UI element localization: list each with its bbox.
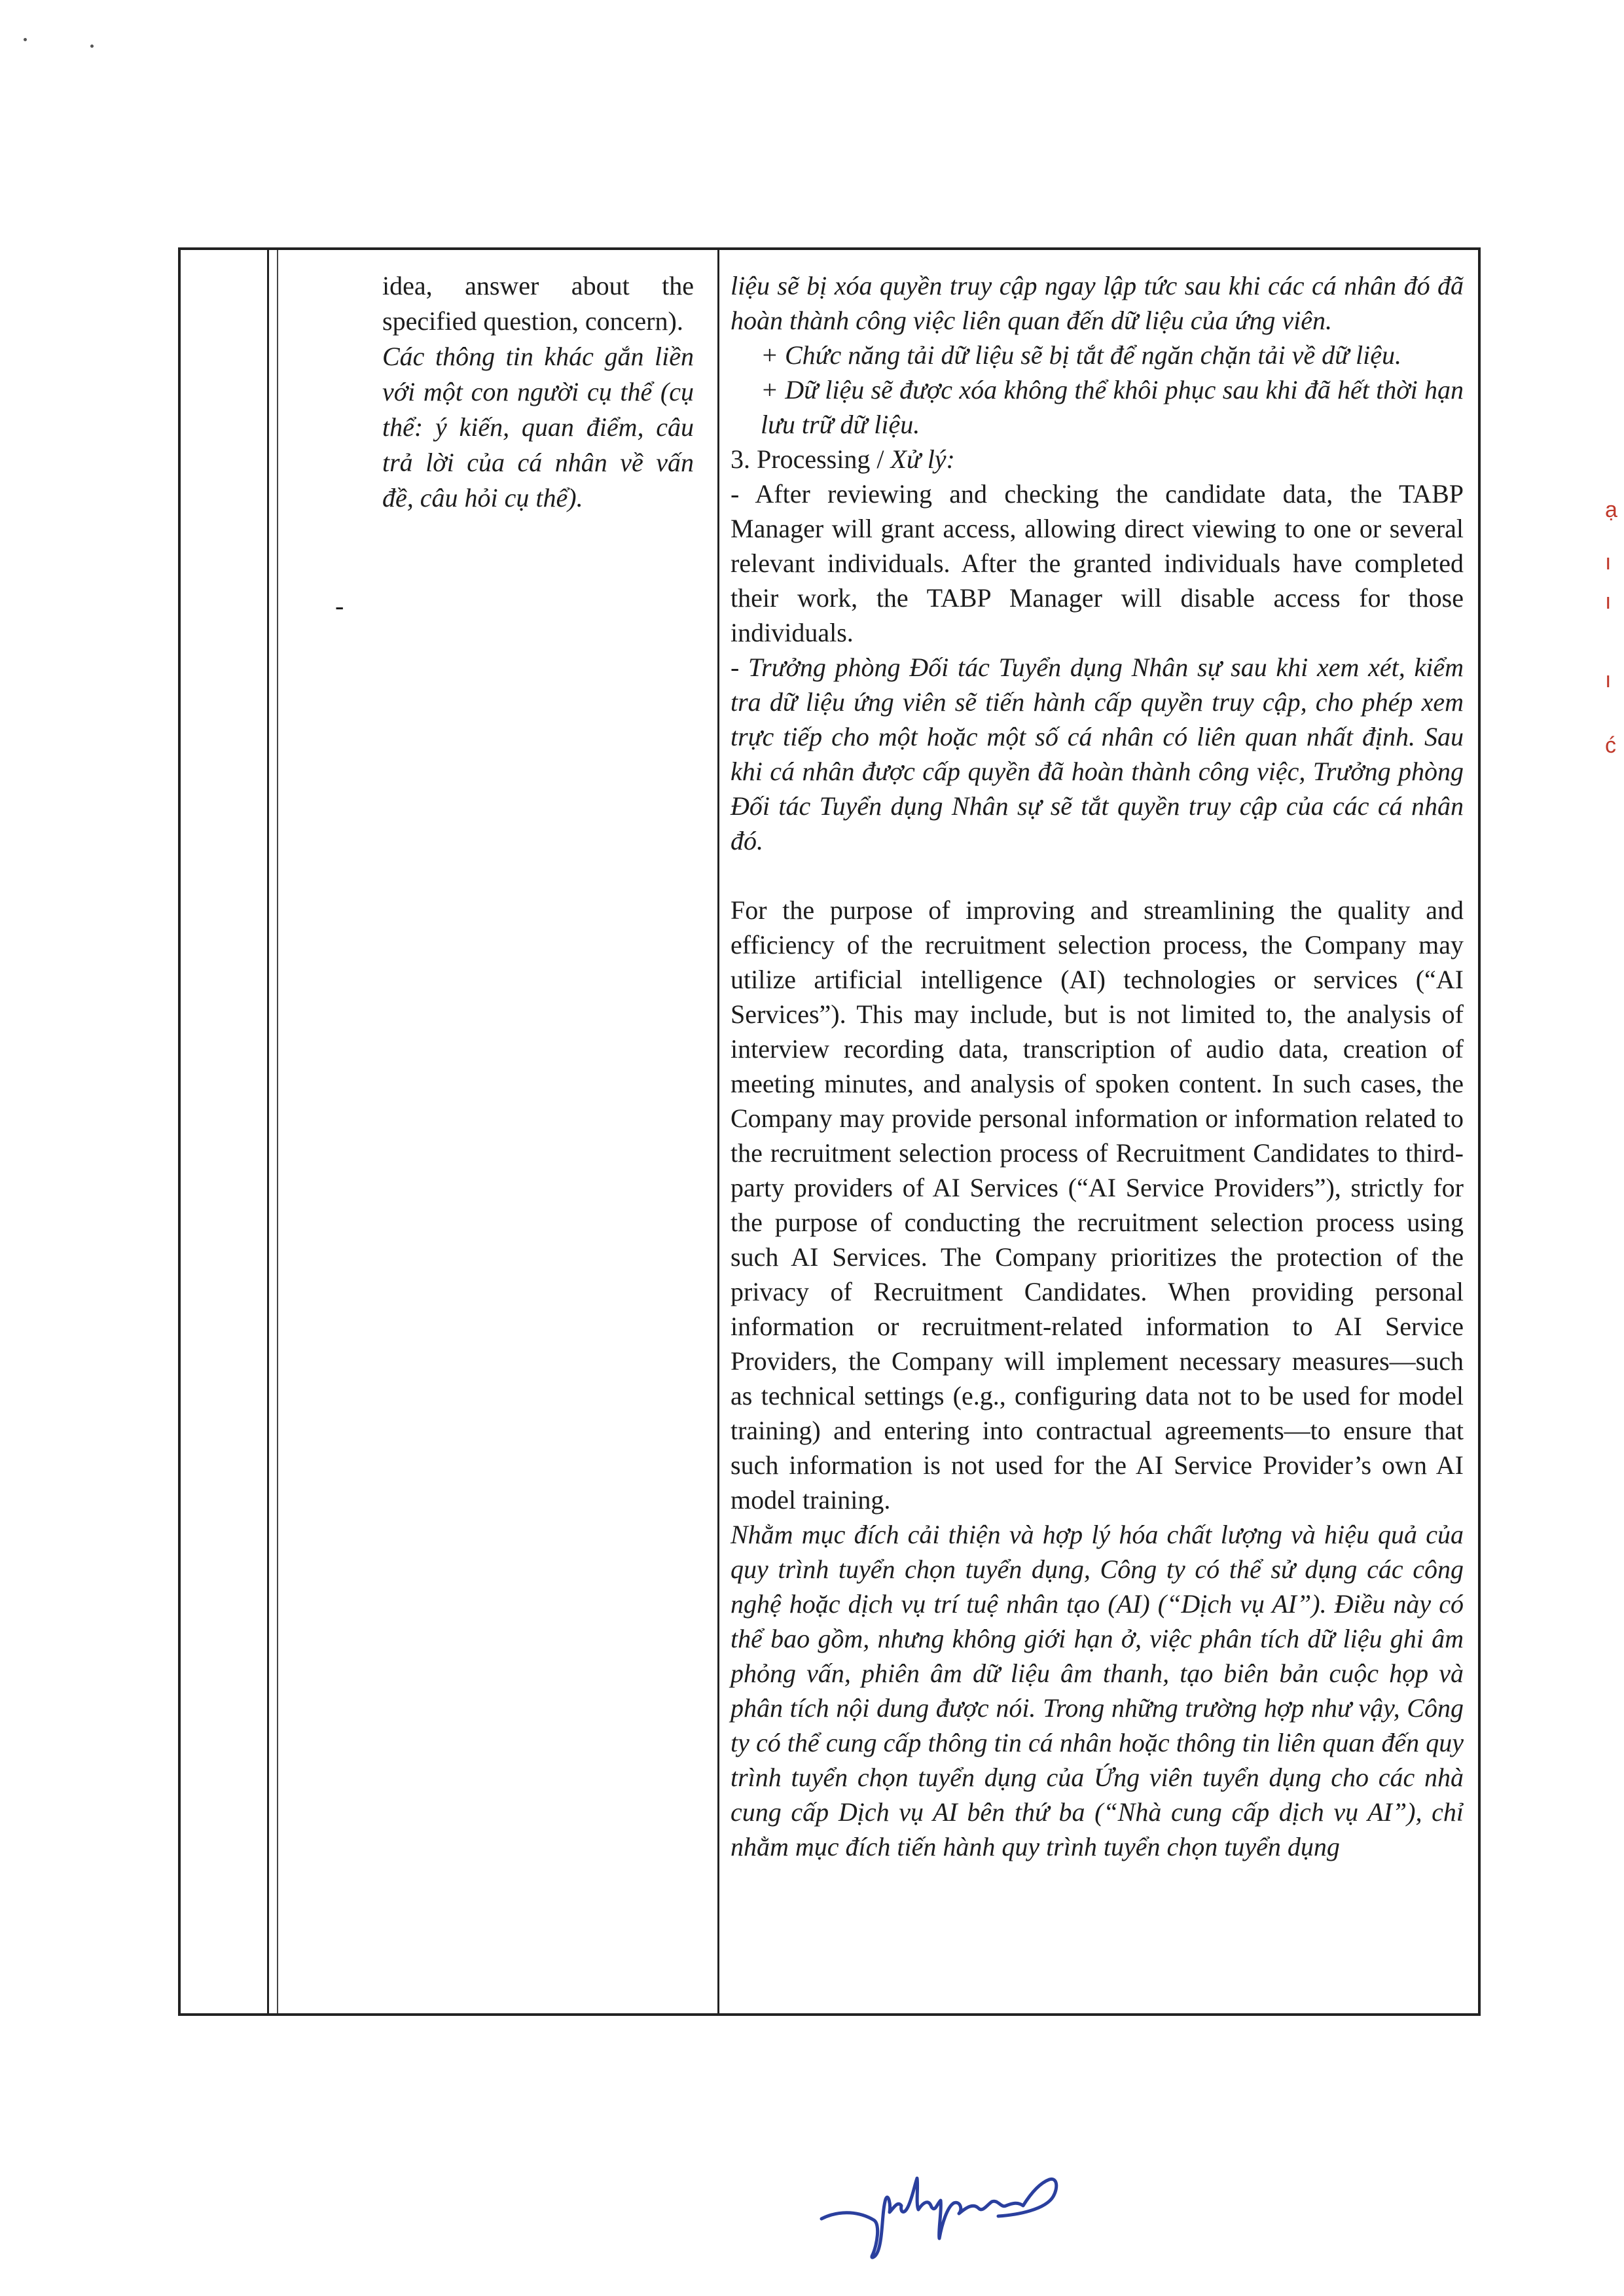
column-divider <box>717 250 719 2013</box>
data-type-english: idea, answer about the specified question, concern). <box>382 271 694 336</box>
scan-speck <box>90 45 94 48</box>
retention-continuation: liệu sẽ bị xóa quyền truy cập ngay lập tức sau khi các cá nhân đó đã hoàn thành công việc liên quan đến dữ liệu của ứng viên. <box>731 271 1464 335</box>
processing-heading-en: 3. Processing / <box>731 444 891 474</box>
processing-english: - After reviewing and checking the candidate data, the TABP Manager will grant access, allowing direct viewing to one or several relevant individuals. After the granted individuals have completed their work, the TABP Manager will disable access for those individuals. <box>731 479 1464 647</box>
ai-services-english: For the purpose of improving and streamlining the quality and efficiency of the recruitment selection process, the Company may utilize artificial intelligence (AI) technologies or services (“AI Services”). This may include, but is not limited to, the analysis of interview recording data, transcription of audio data, creation of meeting minutes, and analysis of spoken content. In such cases, the Company may provide personal information or information related to the recruitment selection process of Recruitment Candidates to third-party providers of AI Services (“AI Service Providers”), strictly for the purpose of conducting the recruitment selection process using such AI Services. The Company prioritizes the protection of the privacy of Recruitment Candidates. When providing personal information or recruitment-related information to AI Service Providers, the Company will implement necessary measures—such as technical settings (e.g., configuring data not to be used for model training) and entering into contractual agreements—to ensure that such information is not used for the AI Service Provider’s own AI model training. <box>731 895 1464 1515</box>
processing-vietnamese: - Trưởng phòng Đối tác Tuyển dụng Nhân sự sau khi xem xét, kiểm tra dữ liệu ứng viên sẽ tiến hành cấp quyền truy cập, cho phép xem trực tiếp cho một hoặc một số cá nhân có liên quan nhất định. Sau khi cá nhân được cấp quyền đã hoàn thành công việc, Trưởng phòng Đối tác Tuyển dụng Nhân sự sẽ tắt quyền truy cập của các cá nhân đó. <box>731 653 1464 855</box>
data-type-vietnamese: Các thông tin khác gắn liền với một con người cụ thể (cụ thể: ý kiến, quan điểm, câu trả lời của cá nhân về vấn đề, câu hỏi cụ thể). <box>382 342 694 512</box>
download-disabled-note: + Chức năng tải dữ liệu sẽ bị tắt để ngăn chặn tải về dữ liệu. <box>761 340 1401 370</box>
data-table <box>178 247 1481 2016</box>
data-type-cell <box>382 268 694 516</box>
edge-mark: ı <box>1605 550 1612 575</box>
description-cell <box>731 268 1464 1864</box>
signature-icon <box>802 2147 1077 2265</box>
edge-mark: ı <box>1605 668 1612 692</box>
edge-mark: ć <box>1605 733 1616 758</box>
list-dash: - <box>335 591 344 620</box>
processing-heading <box>731 442 1464 476</box>
data-deletion-note: + Dữ liệu sẽ được xóa không thể khôi phục sau khi đã hết thời hạn lưu trữ dữ liệu. <box>761 375 1464 439</box>
column-divider <box>267 250 269 2013</box>
column-divider <box>277 250 278 2013</box>
edge-mark: ı <box>1605 589 1612 614</box>
ai-services-vietnamese: Nhằm mục đích cải thiện và hợp lý hóa chất lượng và hiệu quả của quy trình tuyển chọn tuyển dụng, Công ty có thể sử dụng các công nghệ hoặc dịch vụ trí tuệ nhân tạo (AI) (“Dịch vụ AI”). Điều này có thể bao gồm, nhưng không giới hạn ở, việc phân tích dữ liệu ghi âm phỏng vấn, phiên âm dữ liệu âm thanh, tạo biên bản cuộc họp và phân tích nội dung được nói. Trong những trường hợp như vậy, Công ty có thể cung cấp thông tin cá nhân hoặc thông tin liên quan đến quy trình tuyển chọn tuyển dụng của Ứng viên tuyển dụng cho các nhà cung cấp Dịch vụ AI bên thứ ba (“Nhà cung cấp dịch vụ AI”), chỉ nhằm mục đích tiến hành quy trình tuyển chọn tuyển dụng <box>731 1520 1464 1861</box>
processing-heading-vi: Xử lý: <box>890 444 955 474</box>
paragraph-gap <box>731 858 1464 893</box>
scan-speck <box>24 38 27 41</box>
edge-mark: ạ <box>1605 497 1617 522</box>
